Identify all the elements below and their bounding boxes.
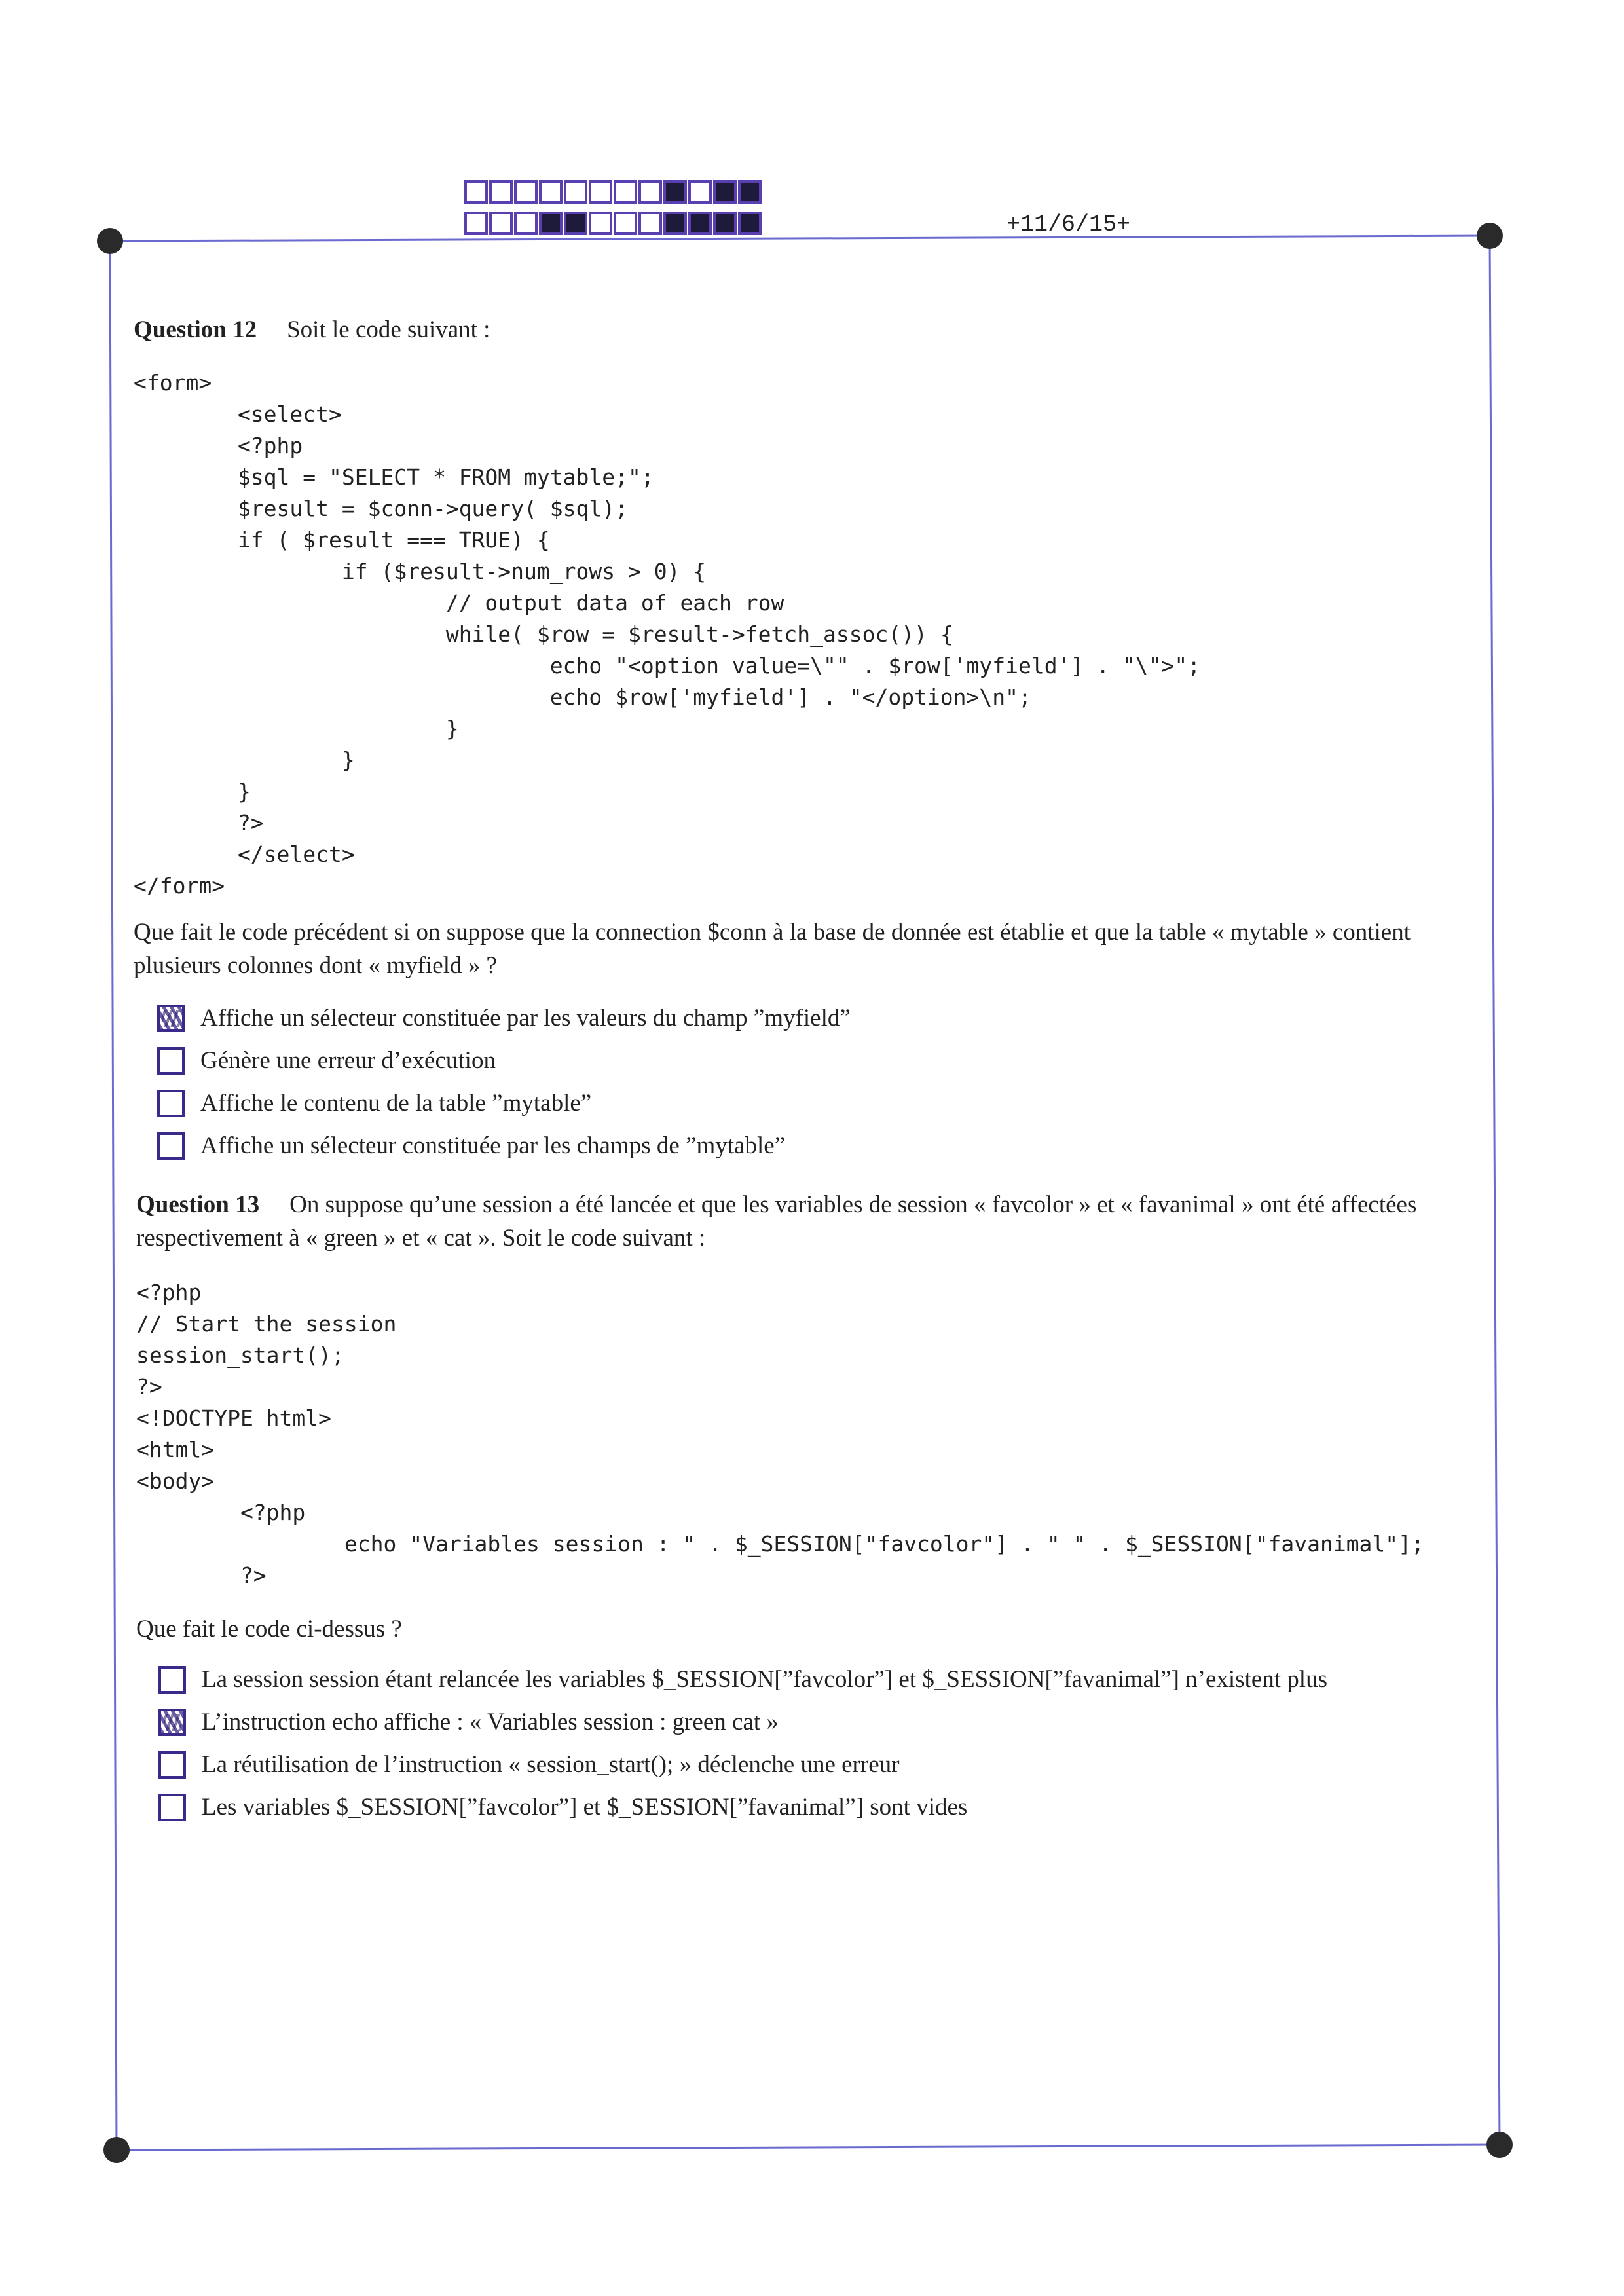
id-code-cell [539, 212, 563, 235]
id-code-cell [738, 212, 762, 235]
choice-label: La réutilisation de l’instruction « session_start(); » déclenche une erreur [202, 1751, 900, 1778]
id-code-cell [489, 212, 513, 235]
id-code-cell [514, 212, 538, 235]
registration-mark-top-right [1477, 223, 1503, 249]
id-code-cell [514, 180, 538, 204]
id-code-cell [713, 212, 737, 235]
choice-label: Génère une erreur d’exécution [200, 1047, 496, 1074]
question-12-intro: Soit le code suivant : [287, 316, 490, 343]
choice-label: L’instruction echo affiche : « Variables session : green cat » [202, 1709, 779, 1735]
registration-mark-bottom-right [1486, 2132, 1513, 2158]
q12-choice-4[interactable] [157, 1124, 851, 1167]
choice-label: Affiche le contenu de la table ”mytable” [200, 1090, 592, 1117]
question-13-choices [158, 1658, 1327, 1828]
id-code-cell [688, 180, 712, 204]
id-code-cell [614, 180, 637, 204]
checkbox[interactable] [158, 1751, 186, 1779]
id-code-cell [713, 180, 737, 204]
q13-choice-1[interactable] [158, 1658, 1327, 1701]
id-code-row-2 [464, 212, 763, 235]
id-code-cell [539, 180, 563, 204]
id-code-cell [564, 212, 587, 235]
question-13-intro: On suppose qu’une session a été lancée et que les variables de session « favcolor » et « favanimal » ont été affectées respectivement à « green » et « cat ». Soit le code suivant : [136, 1191, 1417, 1251]
checkbox[interactable] [157, 1090, 185, 1117]
checkbox-checked[interactable] [157, 1005, 185, 1032]
id-code-cell [464, 212, 488, 235]
q12-choice-2[interactable] [157, 1039, 851, 1082]
id-code-cell [663, 212, 687, 235]
id-code-cell [663, 180, 687, 204]
checkbox[interactable] [157, 1132, 185, 1160]
choice-label: Affiche un sélecteur constituée par les champs de ”mytable” [200, 1132, 786, 1159]
choice-label: Les variables $_SESSION[”favcolor”] et $_SESSION[”favanimal”] sont vides [202, 1794, 968, 1821]
checkbox[interactable] [158, 1666, 186, 1694]
question-12-code: <form> <select> <?php $sql = "SELECT * FROM mytable;"; $result = $conn->query( $sql); if ( $result === TRUE) { if ($result->num_rows > 0) { // output data of each row while( $row = $result->fetch_assoc()) { echo "<option value=\"" . $row['myfield'] . "\">"; echo $row['myfield'] . "</option>\n"; } } } ?> </select> </form> [134, 370, 1201, 898]
question-12-heading [134, 313, 1476, 347]
id-code-cell [489, 180, 513, 204]
registration-mark-bottom-left [103, 2137, 130, 2163]
id-code-cell [614, 212, 637, 235]
page-id: +11/6/15+ [1006, 212, 1131, 238]
id-code-cell [638, 180, 662, 204]
question-13-code: <?php // Start the session session_start(); ?> <!DOCTYPE html> <html> <body> <?php echo "Variables session : " . $_SESSION["favcolor"] . " " . $_SESSION["favanimal"]; ?> [136, 1280, 1424, 1588]
question-12-label: Question 12 [134, 316, 257, 343]
q13-choice-4[interactable] [158, 1786, 1327, 1828]
q13-choice-2[interactable] [158, 1701, 1327, 1743]
q12-choice-3[interactable] [157, 1082, 851, 1124]
id-code-cell [738, 180, 762, 204]
question-12-choices [157, 997, 851, 1167]
registration-mark-top-left [97, 228, 123, 254]
question-12-text: Que fait le code précédent si on suppose que la connection $conn à la base de donnée est établie et que la table « mytable » contient plusieurs colonnes dont « myfield » ? [134, 919, 1411, 979]
id-code-cell [638, 212, 662, 235]
checkbox[interactable] [157, 1047, 185, 1075]
id-code-row-1 [464, 180, 763, 204]
choice-label: Affiche un sélecteur constituée par les valeurs du champ ”myfield” [200, 1005, 851, 1031]
q13-choice-3[interactable] [158, 1743, 1327, 1786]
question-13-heading [136, 1188, 1479, 1255]
q12-choice-1[interactable] [157, 997, 851, 1039]
question-13-label: Question 13 [136, 1191, 260, 1218]
choice-label: La session session étant relancée les variables $_SESSION[”favcolor”] et $_SESSION[”favanimal”] n’existent plus [202, 1666, 1327, 1693]
id-code-cell [464, 180, 488, 204]
id-code-cell [589, 212, 612, 235]
question-13-text: Que fait le code ci-dessus ? [136, 1616, 402, 1642]
checkbox[interactable] [158, 1794, 186, 1821]
id-code-cell [589, 180, 612, 204]
id-code-cell [564, 180, 587, 204]
id-code-cell [688, 212, 712, 235]
checkbox-checked[interactable] [158, 1709, 186, 1736]
